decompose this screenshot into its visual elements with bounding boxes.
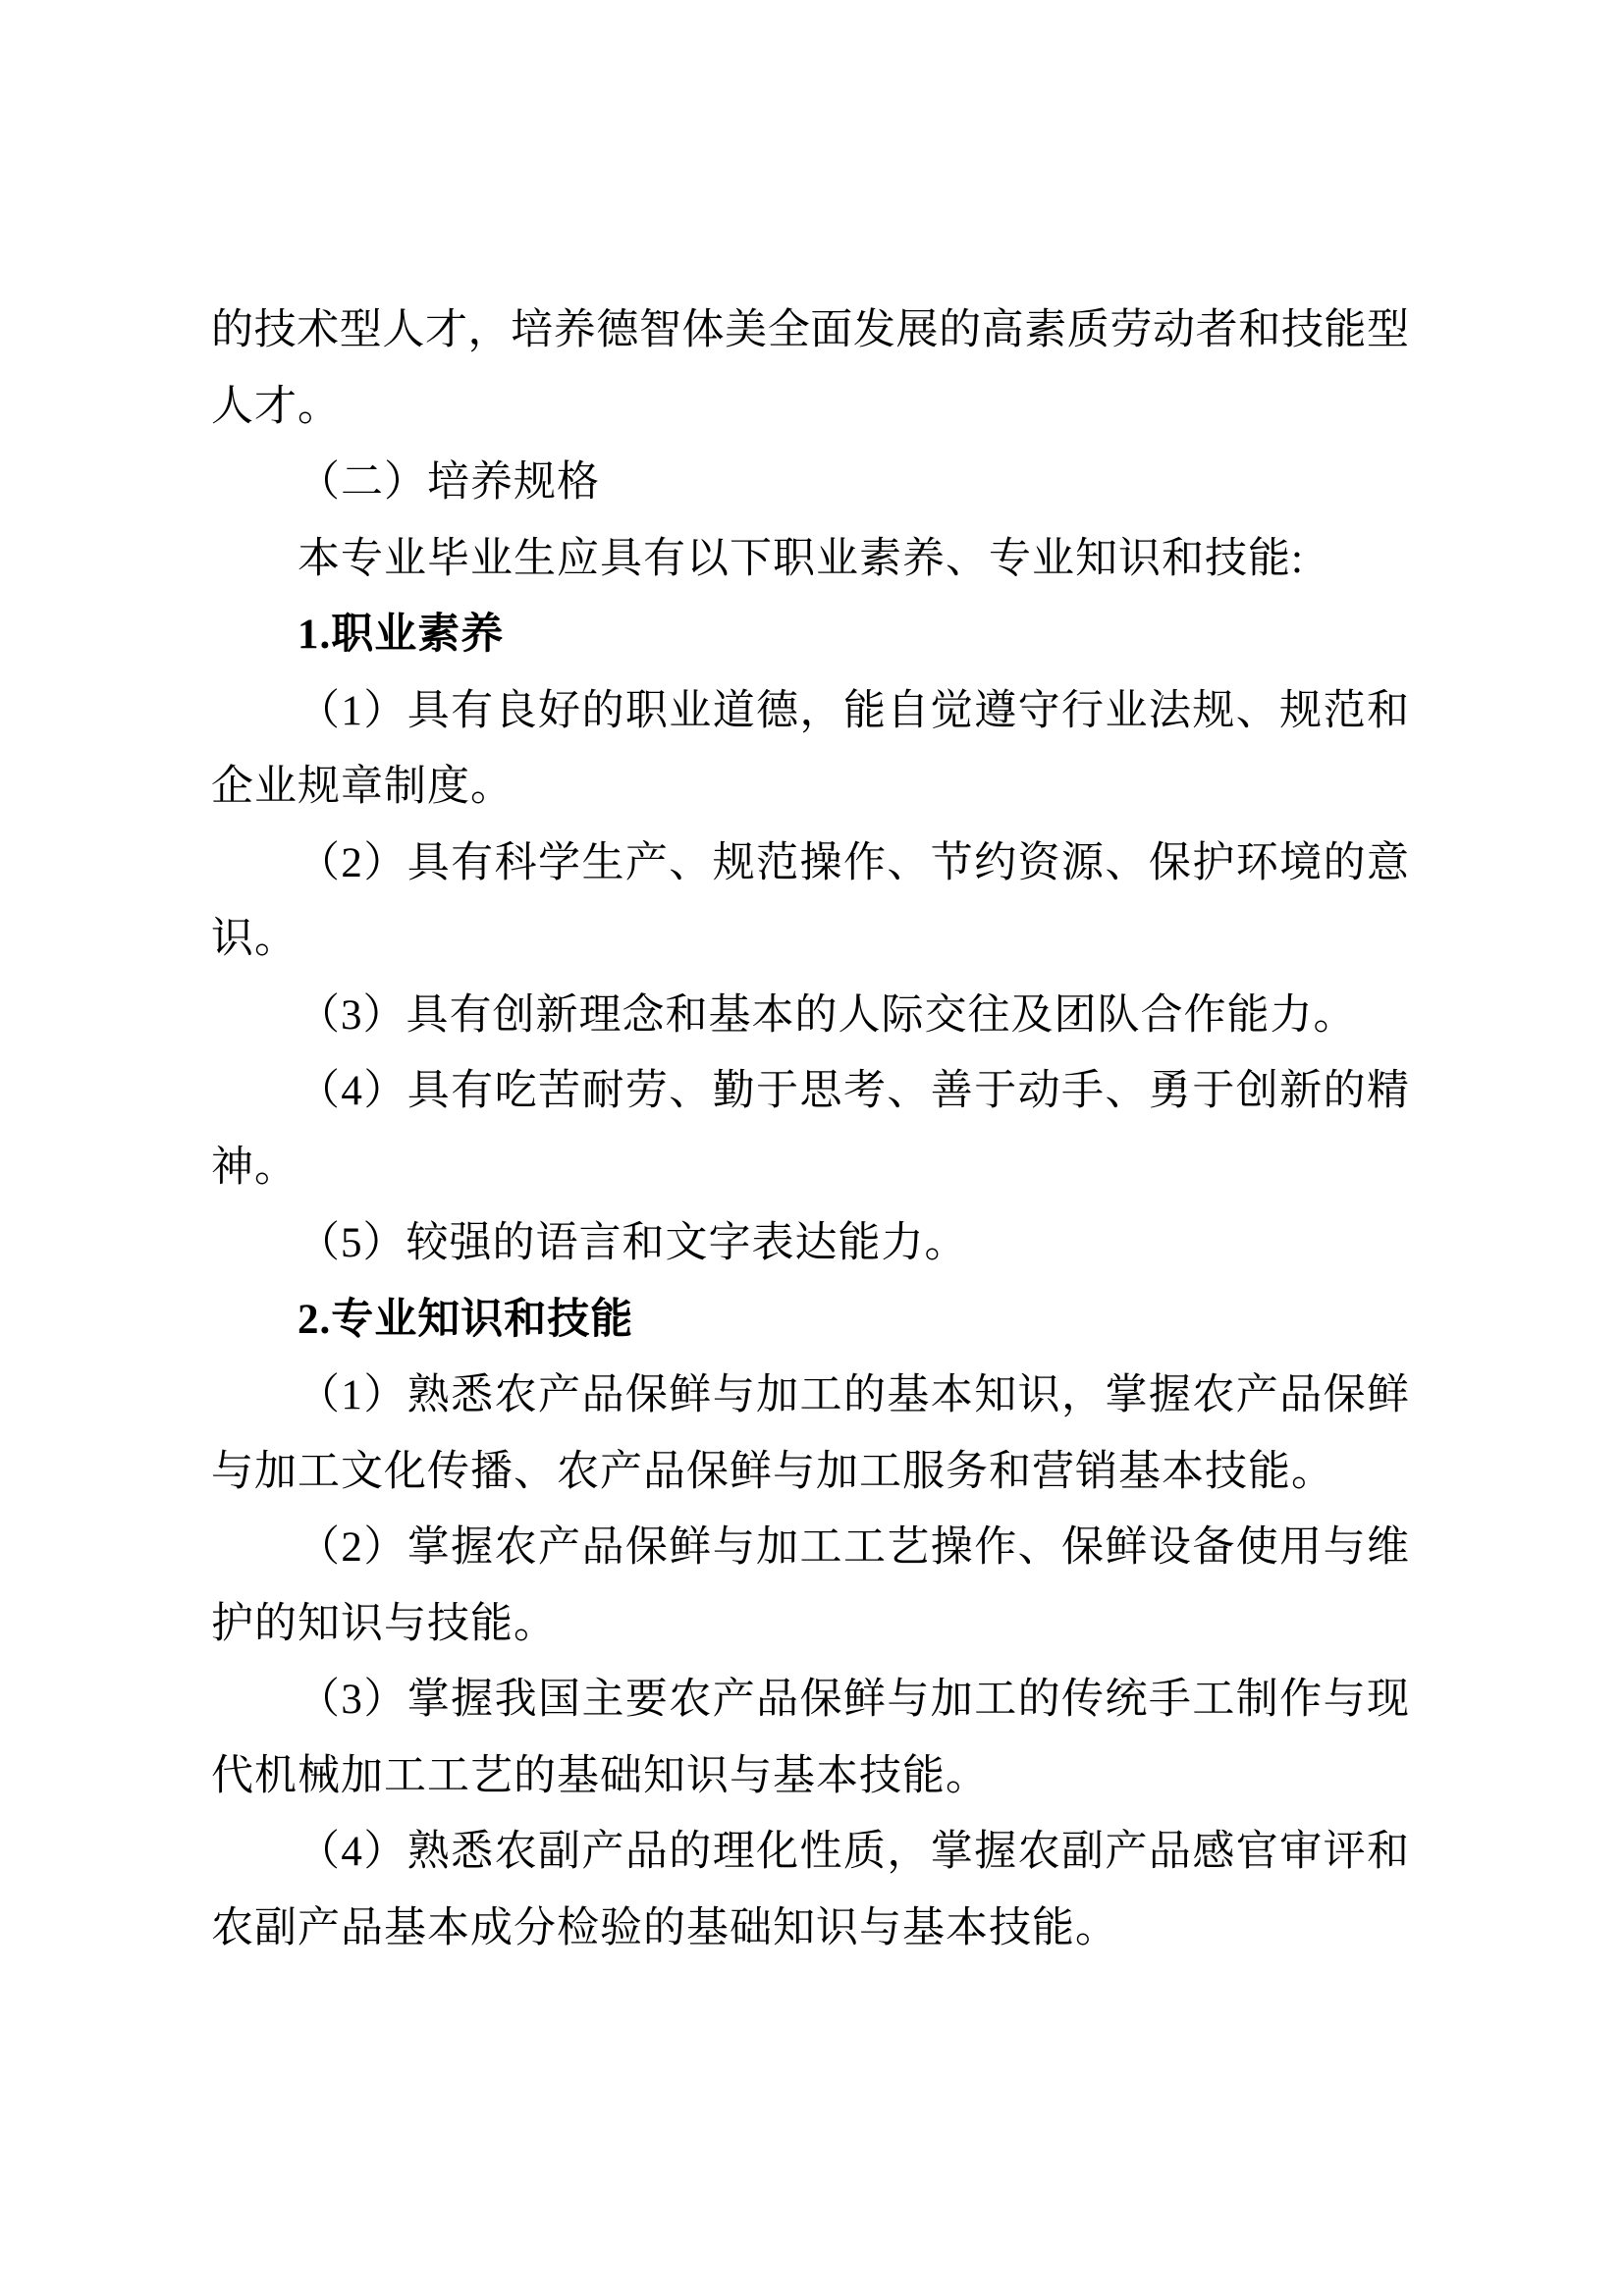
body-line: 人才。 [211,383,341,430]
body-line: （3）掌握我国主要农产品保鲜与加工的传统手工制作与现 [298,1677,1409,1723]
body-line: （4）熟悉农副产品的理化性质，掌握农副产品感官审评和 [298,1829,1409,1875]
body-line: 企业规章制度。 [211,764,514,810]
body-line: 的技术型人才，培养德智体美全面发展的高素质劳动者和技能型 [211,307,1409,353]
body-line: 神。 [211,1144,298,1191]
subheading-professional-knowledge-skills: 2.专业知识和技能 [298,1296,634,1343]
body-line: 代机械加工工艺的基础知识与基本技能。 [211,1752,989,1799]
body-line: （2）掌握农产品保鲜与加工工艺操作、保鲜设备使用与维 [298,1524,1409,1571]
body-line: （1）熟悉农产品保鲜与加工的基本知识，掌握农产品保鲜 [298,1372,1409,1418]
body-line: （3）具有创新理念和基本的人际交往及团队合作能力。 [298,991,1357,1039]
body-line: 农副产品基本成分检验的基础知识与基本技能。 [211,1904,1118,1951]
page-text-content [211,293,1409,1966]
heading-training-specifications: （二）培养规格 [298,459,600,506]
body-line: 本专业毕业生应具有以下职业素养、专业知识和技能: [298,535,1304,582]
body-line: （4）具有吃苦耐劳、勤于思考、善于动手、勇于创新的精 [298,1068,1409,1114]
subheading-professional-quality: 1.职业素养 [298,612,505,658]
body-line: （2）具有科学生产、规范操作、节约资源、保护环境的意 [298,839,1409,886]
body-line: 与加工文化传播、农产品保鲜与加工服务和营销基本技能。 [211,1448,1334,1495]
body-line: 识。 [211,916,298,962]
body-line: （1）具有良好的职业道德，能自觉遵守行业法规、规范和 [298,687,1409,734]
body-line: 护的知识与技能。 [211,1600,557,1647]
body-line: （5）较强的语言和文字表达能力。 [298,1220,968,1266]
